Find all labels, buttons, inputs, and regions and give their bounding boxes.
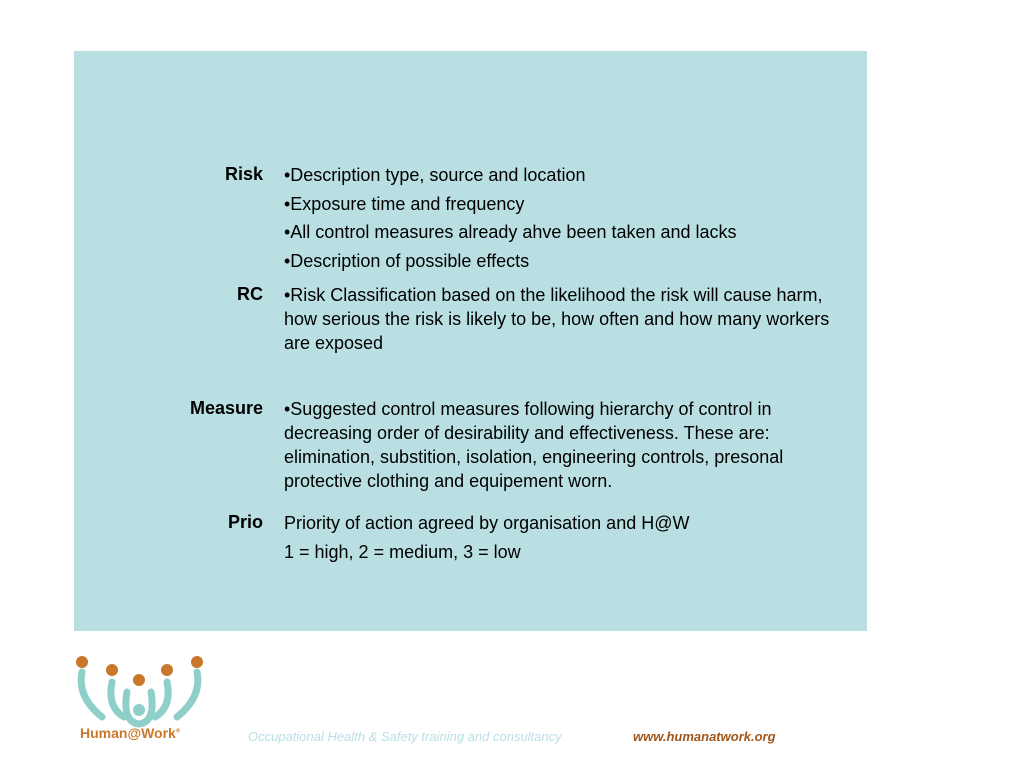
risk-line: •Exposure time and frequency	[284, 193, 525, 214]
footer-tagline: Occupational Health & Safety training and consultancy	[248, 729, 562, 744]
risk-label: Risk	[224, 164, 263, 184]
logo-text	[80, 725, 180, 741]
measure-description	[284, 397, 844, 493]
risk-line: •Description type, source and location	[284, 165, 586, 185]
registered-mark: ®	[175, 728, 181, 735]
rc-text: •Risk Classification based on the likelihood the risk will cause harm, how serious the risk is likely to be, how often and how many workers are exposed	[284, 285, 830, 353]
measure-label: Measure	[189, 398, 263, 418]
risk-line: •Description of possible effects	[284, 251, 530, 272]
measure-text: •Suggested control measures following hierarchy of control in decreasing order of desirability and effectiveness. These are: elimination, substition, isolation, engineering controls, presonal protective clothing and equipement worn.	[284, 399, 784, 491]
rc-description	[284, 283, 844, 355]
logo-wordmark: Human@Work	[80, 725, 176, 741]
risk-description	[284, 163, 844, 278]
prio-description	[284, 511, 844, 568]
rc-label: RC	[237, 284, 263, 304]
prio-label: Prio	[227, 512, 263, 532]
prio-line: 1 = high, 2 = medium, 3 = low	[284, 541, 521, 562]
risk-line: •All control measures already ahve been taken and lacks	[284, 222, 737, 243]
footer-url-link[interactable]: www.humanatwork.org	[633, 729, 776, 744]
prio-line: Priority of action agreed by organisation and H@W	[284, 513, 690, 533]
content-panel	[74, 51, 867, 631]
